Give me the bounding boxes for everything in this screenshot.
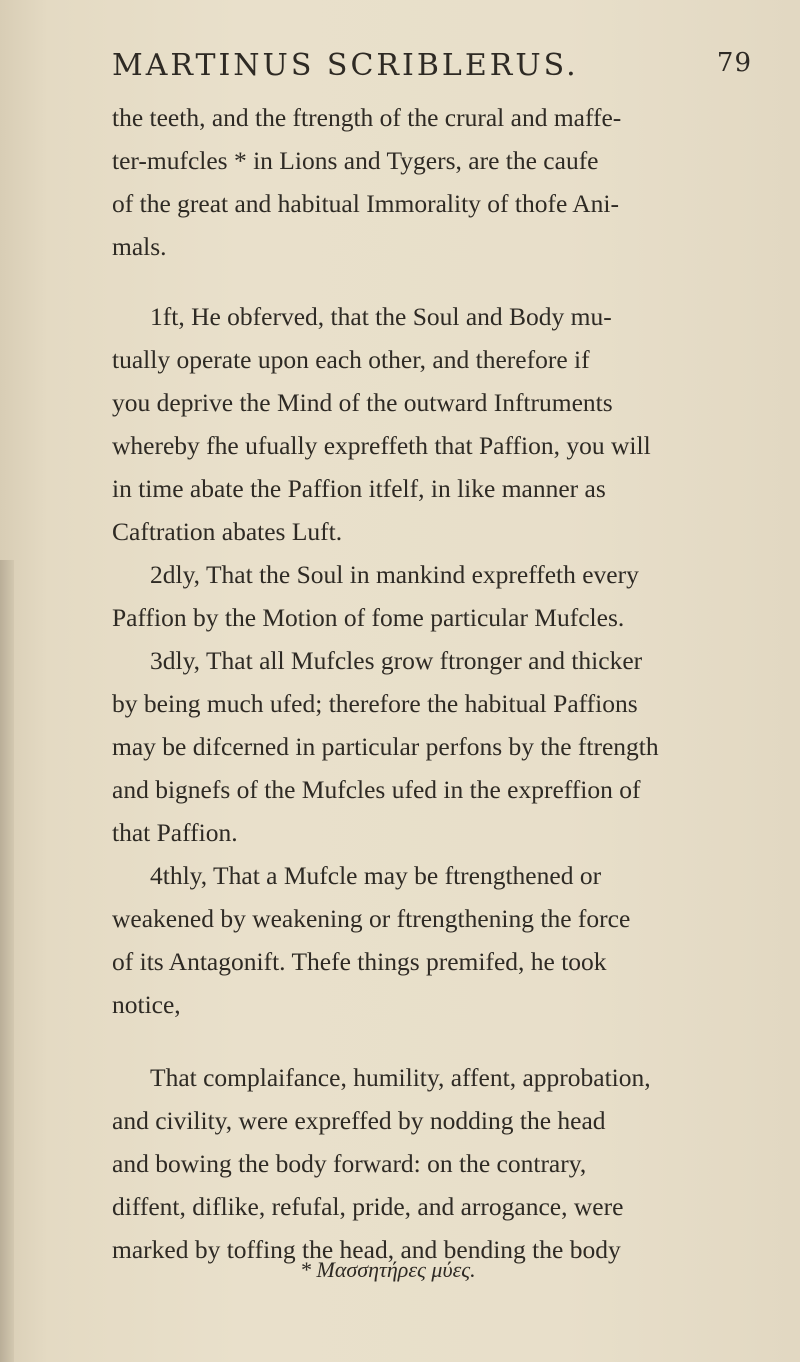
running-head	[112, 48, 752, 83]
text-line: you deprive the Mind of the outward Inftruments	[112, 388, 613, 417]
running-title: MARTINUS SCRIBLERUS.	[112, 48, 579, 83]
text-line: weakened by weakening or ftrengthening the force	[112, 904, 631, 933]
text-line: that Paffion.	[112, 818, 238, 847]
text-line: and civility, were expreffed by nodding the head	[112, 1106, 606, 1135]
text-line: Caftration abates Luft.	[112, 517, 343, 546]
text-line: mals.	[112, 232, 167, 261]
text-line: and bowing the body forward: on the contrary,	[112, 1149, 587, 1178]
text-line: 2dly, That the Soul in mankind expreffeth every	[150, 560, 639, 589]
text-line: and bignefs of the Mufcles ufed in the expreffion of	[112, 775, 641, 804]
text-line: 1ft, He obferved, that the Soul and Body mu-	[150, 302, 612, 331]
text-line: notice,	[112, 990, 181, 1019]
text-line: may be difcerned in particular perfons by the ftrength	[112, 732, 659, 761]
footnote: * Μασσητήρες μύες.	[300, 1257, 476, 1282]
page-number: 79	[716, 48, 752, 78]
text-line: 3dly, That all Mufcles grow ftronger and thicker	[150, 646, 643, 675]
text-line: 4thly, That a Mufcle may be ftrengthened or	[150, 861, 602, 890]
text-line: by being much ufed; therefore the habitual Paffions	[112, 689, 638, 718]
text-line: diffent, diflike, refufal, pride, and arrogance, were	[112, 1192, 624, 1221]
text-line: the teeth, and the ftrength of the crural and maffe-	[112, 103, 622, 132]
text-line: marked by toffing the head, and bending the body	[112, 1235, 621, 1264]
page-gutter-shadow	[0, 560, 14, 1362]
text-line: Paffion by the Motion of fome particular Mufcles.	[112, 603, 625, 632]
text-line: of its Antagonift. Thefe things premifed, he took	[112, 947, 607, 976]
text-line: tually operate upon each other, and therefore if	[112, 345, 590, 374]
text-line: ter-mufcles * in Lions and Tygers, are the caufe	[112, 146, 599, 175]
text-line: whereby fhe ufually expreffeth that Paffion, you will	[112, 431, 651, 460]
text-line: in time abate the Paffion itfelf, in like manner as	[112, 474, 606, 503]
text-line: That complaifance, humility, affent, approbation,	[150, 1063, 651, 1092]
text-line: of the great and habitual Immorality of thofe Ani-	[112, 189, 620, 218]
